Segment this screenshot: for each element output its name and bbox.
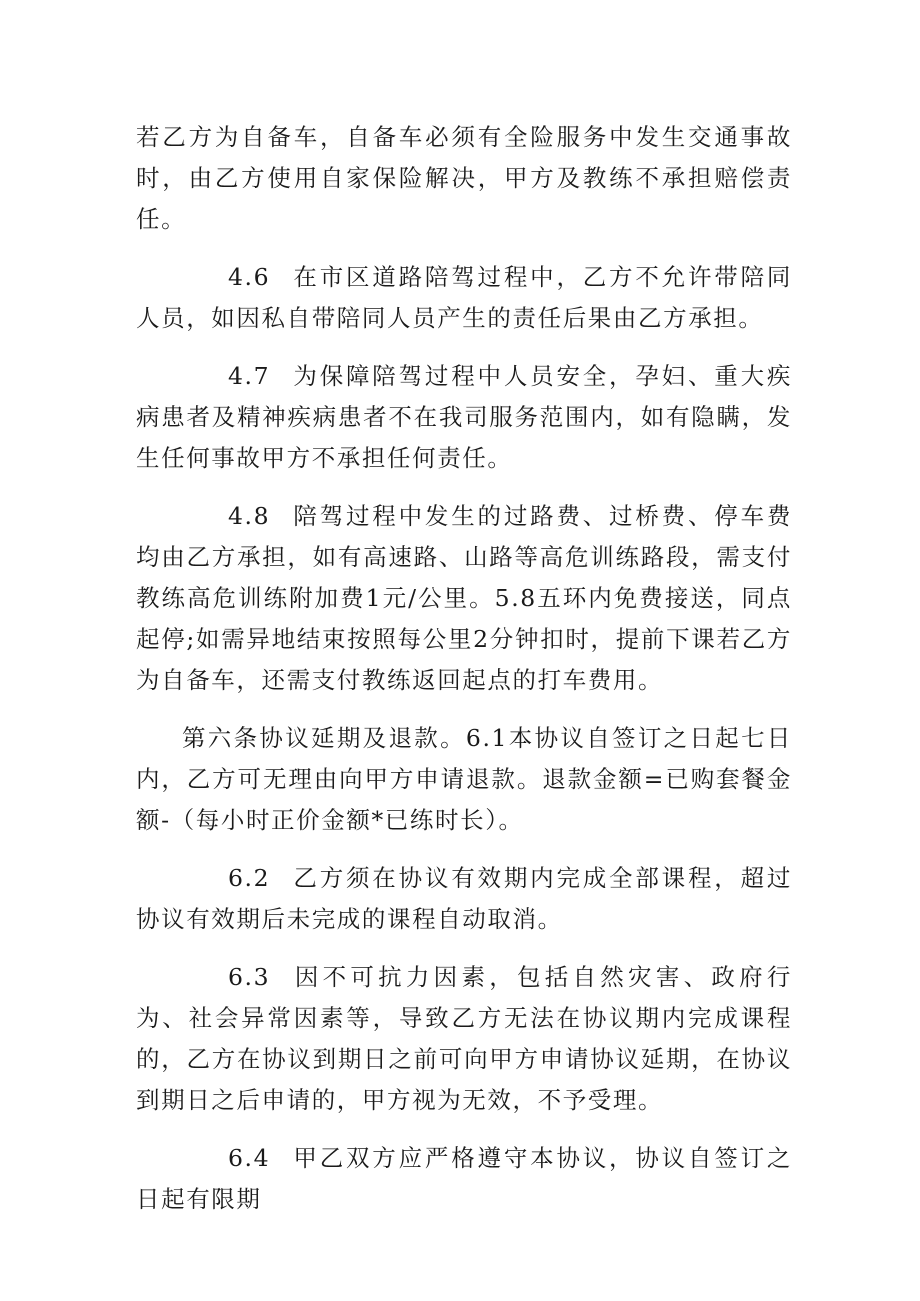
paragraph-text: 在市区道路陪驾过程中，乙方不允许带陪同人员，如因私自带陪同人员产生的责任后果由乙方承担。 — [136, 263, 792, 332]
paragraph-article-6 — [136, 718, 792, 841]
clause-number: 4.7 — [228, 362, 271, 390]
clause-number: 6.2 — [228, 864, 271, 892]
paragraph-4-6 — [136, 257, 792, 339]
document-body — [136, 117, 792, 1237]
paragraph-text: 第六条协议延期及退款。6.1本协议自签订之日起七日内，乙方可无理由向甲方申请退款。退款金额=已购套餐金额-（每小时正价金额*已练时长）。 — [136, 724, 792, 834]
paragraph-text: 陪驾过程中发生的过路费、过桥费、停车费均由乙方承担，如有高速路、山路等高危训练路段，需支付教练高危训练附加费1元/公里。5.8五环内免费接送，同点起停;如需异地结束按照每公里2分钟扣时，提前下课若乙方为自备车，还需支付教练返回起点的打车费用。 — [136, 502, 792, 694]
clause-number: 6.4 — [228, 1144, 271, 1172]
paragraph-6-4 — [136, 1138, 792, 1220]
paragraph-4-7 — [136, 356, 792, 479]
clause-number: 4.8 — [228, 502, 271, 530]
paragraph-text: 甲乙双方应严格遵守本协议，协议自签订之日起有限期 — [136, 1144, 792, 1213]
paragraph-6-3 — [136, 957, 792, 1121]
paragraph-text: 乙方须在协议有效期内完成全部课程，超过协议有效期后未完成的课程自动取消。 — [136, 864, 792, 933]
paragraph-text: 若乙方为自备车，自备车必须有全险服务中发生交通事故时，由乙方使用自家保险解决，甲方及教练不承担赔偿责任。 — [136, 123, 792, 233]
clause-number: 4.6 — [228, 263, 271, 291]
paragraph-text: 为保障陪驾过程中人员安全，孕妇、重大疾病患者及精神疾病患者不在我司服务范围内，如有隐瞒，发生任何事故甲方不承担任何责任。 — [136, 362, 792, 472]
paragraph-6-2 — [136, 858, 792, 940]
paragraph-4-8 — [136, 496, 792, 701]
paragraph-text: 因不可抗力因素，包括自然灾害、政府行为、社会异常因素等，导致乙方无法在协议期内完成课程的，乙方在协议到期日之前可向甲方申请协议延期，在协议到期日之后申请的，甲方视为无效，不予受理。 — [136, 963, 792, 1114]
paragraph-continuation — [136, 117, 792, 240]
clause-number: 6.3 — [228, 963, 271, 991]
